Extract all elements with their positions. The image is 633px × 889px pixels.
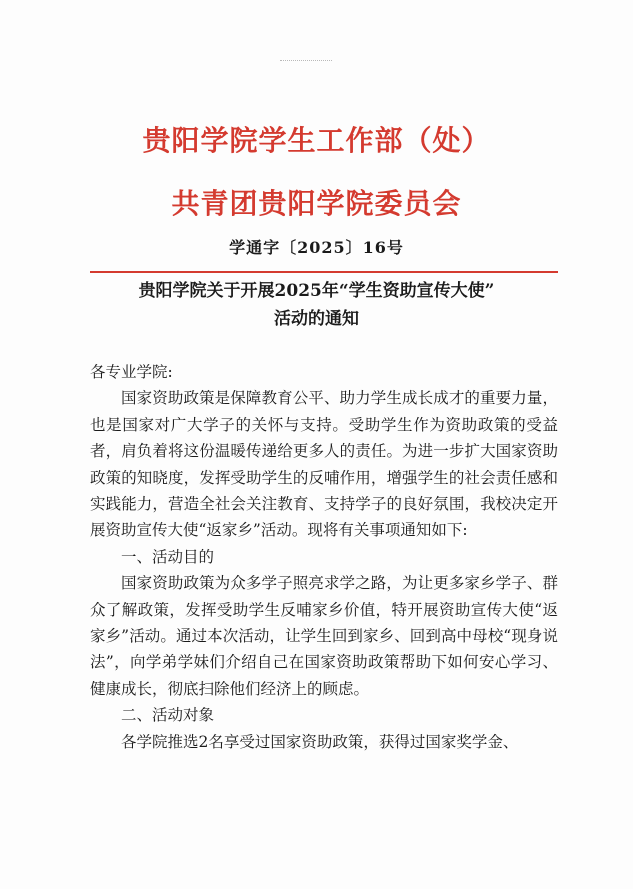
org-name-line-2: 共青团贵阳学院委员会 — [171, 187, 462, 220]
section-1-heading: 一、活动目的 — [121, 547, 215, 566]
red-separator-line — [90, 271, 558, 273]
notice-body — [90, 359, 558, 755]
org-name-line-1: 贵阳学院学生工作部（处） — [142, 124, 491, 157]
intro-paragraph: 国家资助政策是保障教育公平、助力学生成长成才的重要力量，也是国家对广大学子的关怀与支持。受助学生作为资助政策的受益者，肩负着将这份温暖传递给更多人的责任。为进一步扩大国家资助政策的知晓度，发挥受助学生的反哺作用，增强学生的社会责任感和实践能力，营造全社会关注教育、支持学子的良好氛围，我校决定开展资助宣传大使“返家乡”活动。现将有关事项通知如下: — [90, 389, 558, 540]
document-number: 学通字〔2025〕16号 — [229, 238, 404, 257]
top-dotted-mark — [280, 60, 332, 61]
section-2-heading: 二、活动对象 — [121, 706, 215, 725]
salutation: 各专业学院: — [90, 363, 173, 381]
notice-title-line-2: 活动的通知 — [274, 309, 359, 329]
purpose-paragraph: 国家资助政策为众多学子照亮求学之路，为让更多家乡学子、群众了解政策，发挥受助学生反哺家乡价值，特开展资助宣传大使“返家乡”活动。通过本次活动，让学生回到家乡、回到高中母校“现身说法”，向学弟学妹们介绍自己在国家资助政策帮助下如何安心学习、健康成长，彻底扫除他们经济上的顾虑。 — [90, 574, 558, 698]
participants-paragraph: 各学院推选2名享受过国家资助政策，获得过国家奖学金、 — [121, 732, 519, 751]
notice-title-line-1: 贵阳学院关于开展2025年“学生资助宣传大使” — [138, 281, 495, 301]
